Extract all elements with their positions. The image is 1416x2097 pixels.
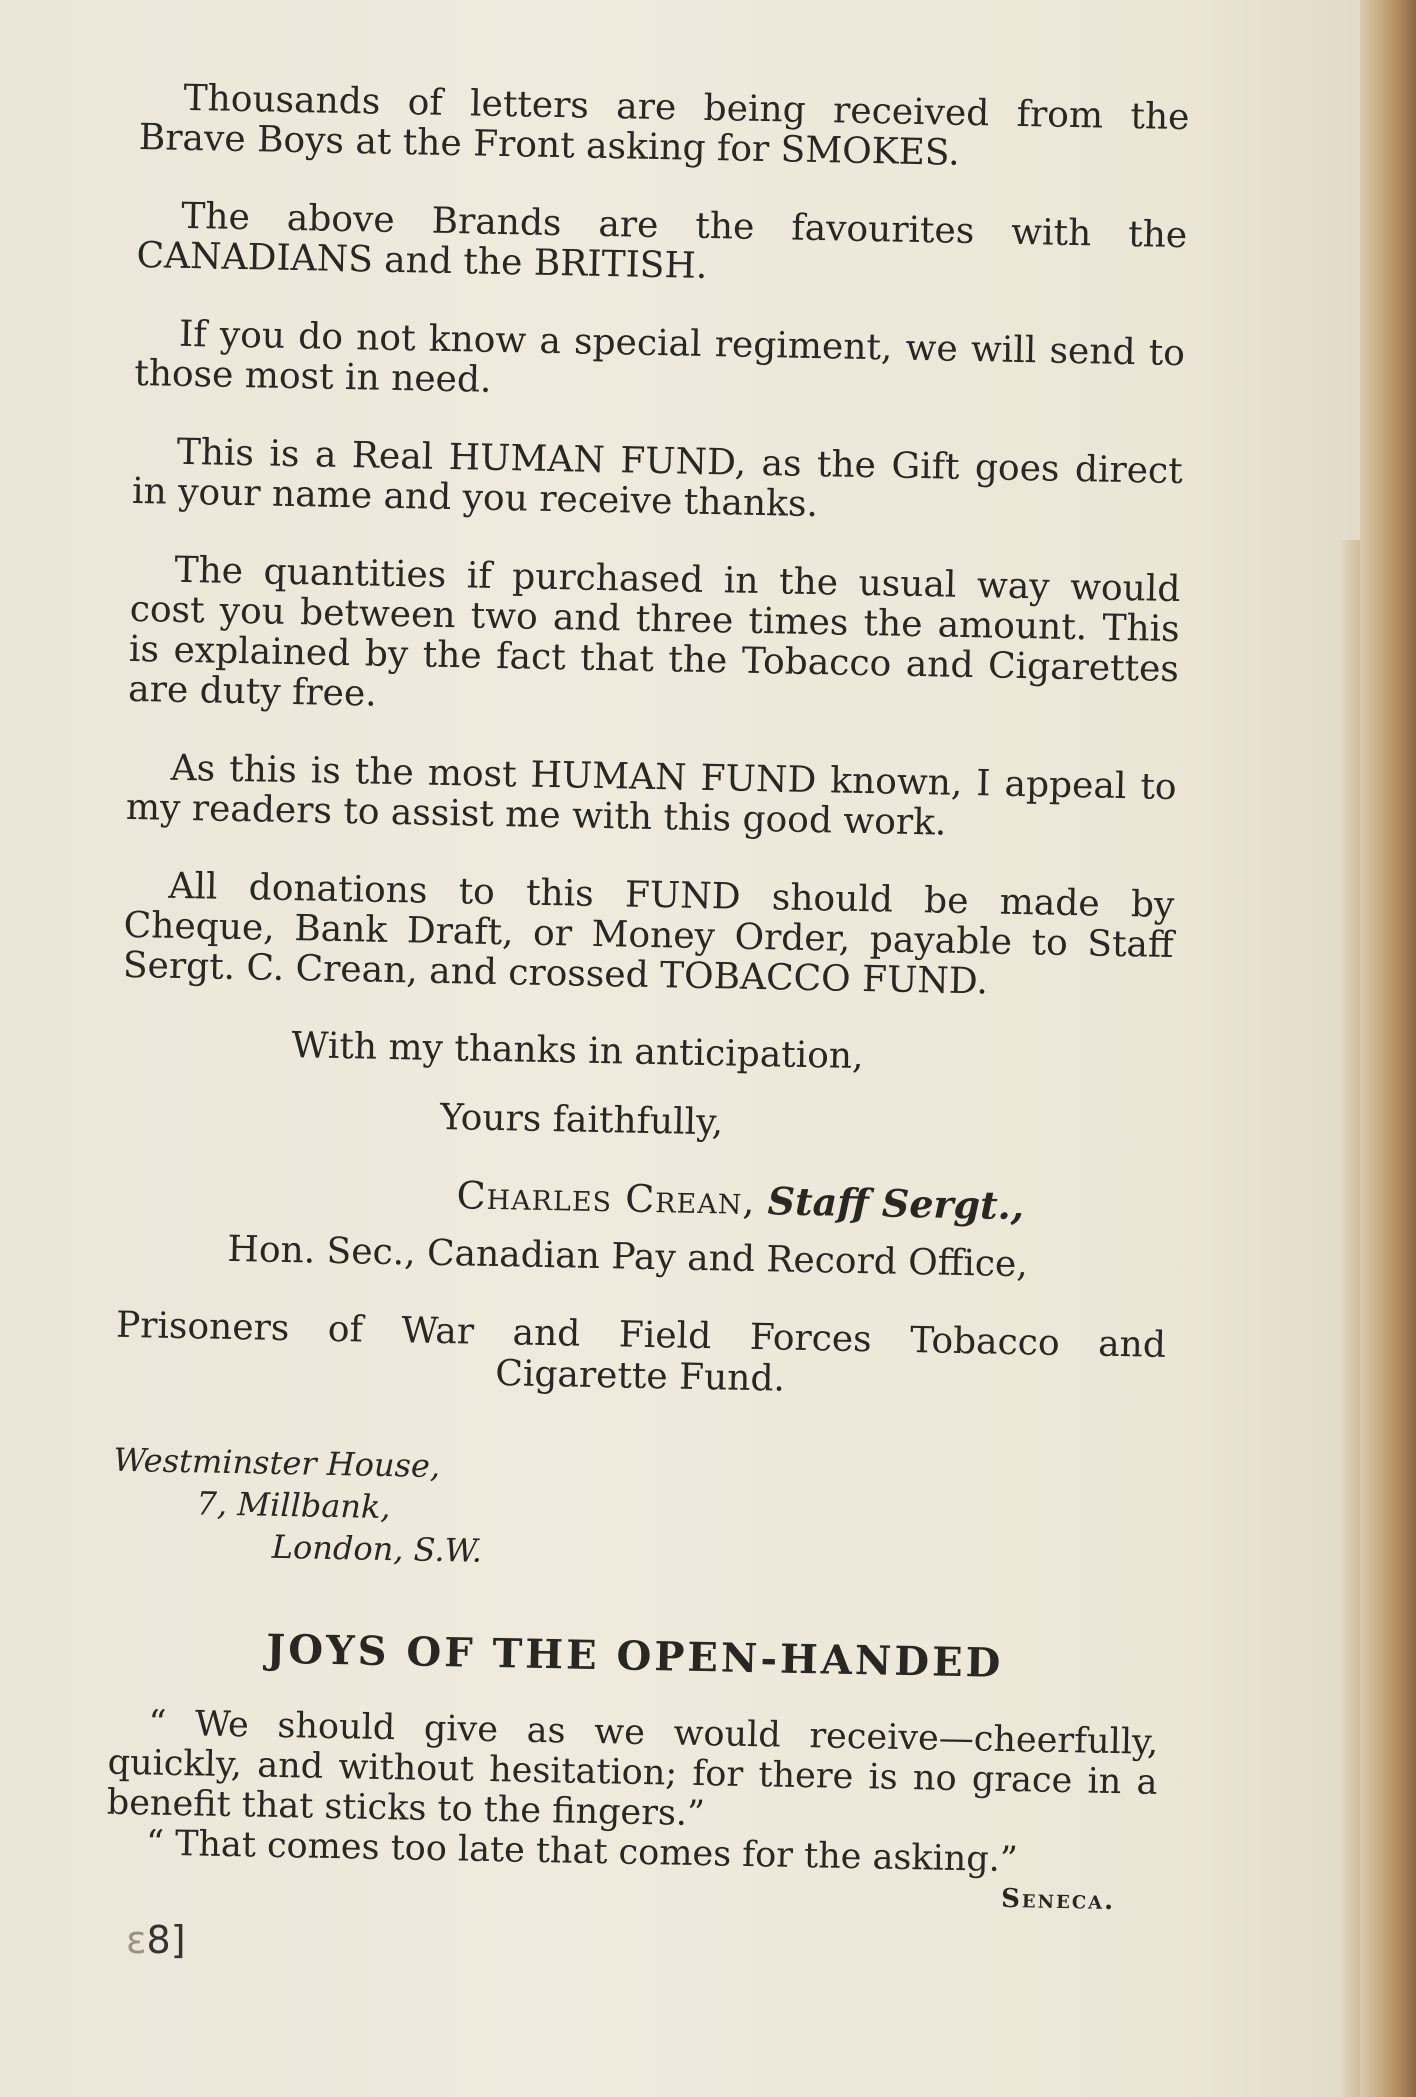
address-line-2: 7, Millbank, [196, 1484, 391, 1527]
signature-thanks: With my thanks in anticipation, [291, 1025, 864, 1078]
book-binding [1360, 0, 1416, 2097]
fund-line-2: Cigarette Fund. [494, 1353, 786, 1400]
address-line-1: Westminster House, [113, 1440, 441, 1486]
address-block [111, 1439, 1163, 1585]
quote-author: Seneca. [1000, 1884, 1116, 1917]
quote-1: “ We should give as we would receive—cheerfully, quickly, and without hesitation; for there is no grace in a benefit that sticks to the fingers.” [106, 1703, 1159, 1835]
paragraph-quantities: The quantities if purchased in the usual way would cost you between two and three times the amount. This is explained by the fact that the Tobacco and Cigarettes are duty free. [127, 549, 1181, 715]
fund-line-1: Prisoners of War and Field Forces Tobacco and [115, 1304, 1167, 1366]
paragraph-human-fund: This is a Real HUMAN FUND, as the Gift goes direct in your name and you receive thanks. [131, 431, 1184, 526]
page-content [105, 78, 1190, 1917]
paragraph-smokes: Thousands of letters are being received from the Brave Boys at the Front asking for SMOKES. [138, 77, 1190, 174]
signature-name: Charles Crean, [456, 1173, 756, 1224]
paragraph-appeal: As this is the most HUMAN FUND known, I appeal to my readers to assist me with this good work. [125, 747, 1177, 844]
quote-2: “ That comes too late that comes for the asking.” [145, 1823, 1019, 1881]
page-number-smudge: ε [126, 1918, 147, 1962]
paragraph-brands: The above Brands are the favourites with the CANADIANS and the BRITISH. [136, 195, 1188, 287]
paragraph-regiment: If you do not know a special regiment, we will send to those most in need. [133, 313, 1186, 401]
page-number [126, 1918, 186, 1962]
paragraph-donations: All donations to this FUND should be made by Cheque, Bank Draft, or Money Order, payable to Staff Sergt. C. Crean, and crossed TOBACCO FUND. [122, 865, 1175, 1003]
signature-rank: Staff Sergt., [767, 1178, 1025, 1229]
page-number-value: 8] [146, 1918, 186, 1962]
address-line-3: London, S.W. [271, 1527, 483, 1570]
signature-name-line [118, 1166, 1169, 1231]
signature-closing: Yours faithfully, [439, 1096, 724, 1144]
section-heading: JOYS OF THE OPEN-HANDED [265, 1625, 1004, 1687]
signature-title: Hon. Sec., Canadian Pay and Record Office, [227, 1228, 1029, 1286]
